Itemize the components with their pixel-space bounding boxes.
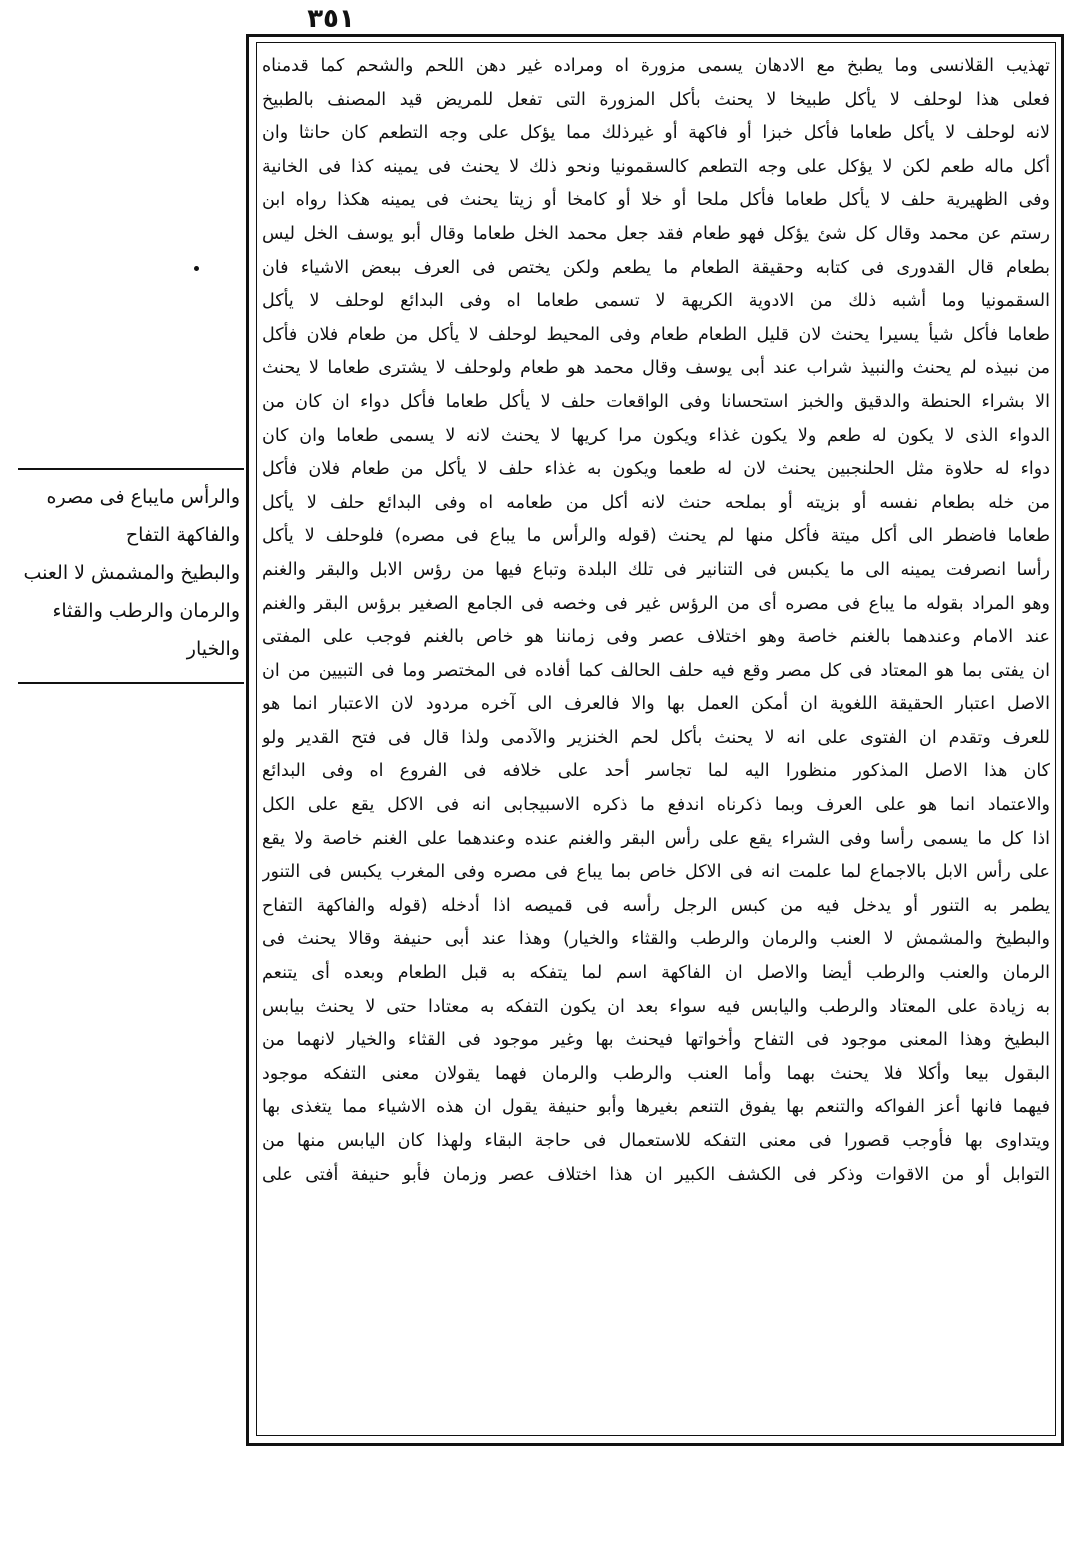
- text-line: البطيخ وهذا المعنى موجود فى التفاح وأخواتها فيحنث بها وغير موجود فى القثاء والخيار لانهما من: [262, 1030, 1050, 1051]
- text-line: اذا كل ما يسمى رأسا وفى الشراء يقع على رأس البقر والغنم عنده وعندهما على الغنم خاصة ولا يقع: [262, 828, 1050, 849]
- text-line: تهذيب القلانسى وما يطبخ مع الادهان يسمى مزورة اه ومراده غير دهن اللحم والشحم كما قدمناه: [262, 56, 1050, 76]
- margin-note-line: والرمان والرطب والقثاء: [52, 600, 240, 622]
- text-line: الدواء الذى لا يكون له طعم ولا يكون غذاء ويكون مرا كريها لا يحنث لانه لا يسمى طعاما وان كان: [262, 425, 1050, 446]
- margin-note-line: والرأس مايباع فى مصره: [46, 486, 240, 508]
- text-line: أكل ماله طعم لكن لا يؤكل على وجه التطعم كالسقمونيا ونحو ذلك لا يحنث فى يمينه كذا فى الخانية: [262, 156, 1050, 177]
- text-line: الرمان والعنب والرطب أيضا والاصل ان الفاكهة اسم لما يتفكه به قبل الطعام وبعده أى يتنعم: [262, 963, 1050, 984]
- margin-note-line: والبطيخ والمشمش لا العنب: [23, 562, 240, 584]
- text-line: على رأس الابل بالاجماع لما علمت انه فى الاكل خاص بما يباع فى مصره وفى المغرب يكبس فى التنور: [262, 862, 1050, 883]
- text-line: فعلى هذا لوحلف لا يأكل طبيخا لا يحنث بأكل المزورة التى تفعل للمريض قيد المصنف بالطبيخ: [262, 89, 1050, 110]
- text-line: عند الامام وعندهما بالغنم خاصة وهو اختلاف عصر وفى زماننا هو خاص بالغنم فوجب على المفتى: [262, 627, 1050, 648]
- text-line: وفى الظهيرية حلف لا يأكل طعاما فأكل ملحا أو خلا أو كامخا أو زيتا يحنث فى يمينه هكذا رواه ابن: [262, 190, 1050, 211]
- margin-note-line: والفاكهة التفاح: [125, 524, 240, 546]
- text-line: ان يفتى بما هو المعتاد فى كل مصر وقع فيه حلف الحالف كما أفاده فى المختصر وما فى التبيين من ان: [262, 660, 1050, 681]
- page-number: ٣٥١: [307, 4, 355, 34]
- text-line: رأسا انصرفت يمينه الى ما يكبس فى التنانير فى تلك البلدة وتباع فيها من رؤس الابل والبقر والغنم: [262, 559, 1050, 580]
- text-line: من نبيذه لم يحنث والنبيذ شراب عند أبى يوسف وقال محمد هو طعام ولوحلف لا يشترى طعاما لا يحنث: [262, 358, 1050, 379]
- margin-note-line: والخيار: [186, 638, 240, 660]
- text-line: كان هذا الاصل المذكور منظورا اليه لما تجاسر أحد على خلافه فى الفروع اه وفى البدائع: [262, 761, 1050, 782]
- text-line: من خله بطعام نفسه أو بزيته أو بملحه حنث لانه أكل من طعامه اه وفى البدائع حلف لا يأكل: [262, 492, 1050, 513]
- text-line: الا بشراء الحنطة والدقيق والخبز استحسانا وفى الواقعات حلف لا يأكل طعاما فأكل دواء ان كان من: [262, 391, 1050, 412]
- text-line: رستم عن محمد وقال كل شئ يؤكل فهو طعام فقد جعل محمد الخل طعاما وقال أبو يوسف الخل ليس: [262, 223, 1050, 244]
- margin-dot-mark: [194, 266, 199, 271]
- main-text-body: [262, 50, 1050, 1430]
- margin-note: [18, 468, 244, 684]
- text-line: به زيادة على المعتاد والرطب واليابس فيه سواء بعد ان يكون التفكه به معتادا حتى لا يحنث بيابس: [262, 996, 1050, 1017]
- text-line: لانه لوحلف لا يأكل طعاما فأكل خبزا أو فاكهة أو غيرذلك مما يؤكل على وجه التطعم كان حانثا وان: [262, 123, 1050, 144]
- text-line: يطمر به التنور أو يدخل فيه من كبس الرجل رأسه فى قميصه اذا أدخله (قوله والفاكهة التفاح: [262, 895, 1050, 916]
- text-line: طعاما فأكل شيأ يسيرا يحنث لان قليل الطعام طعام وفى المحيط لوحلف لا يأكل من طعام فلان فأكل: [262, 324, 1050, 345]
- text-line: طعاما فاضطر الى أكل ميتة فأكل منها لم يحنث (قوله والرأس ما يباع فى مصره) فلوحلف لا يأكل: [262, 526, 1050, 547]
- text-line: [262, 1192, 1050, 1226]
- text-line: دواء له حلاوة مثل الحلنجبين يحنث لان له طعما ويكون به غذاء حلف لا يأكل من طعام فلان فأكل: [262, 459, 1050, 480]
- text-line: بطعام قال القدورى فى كتابه وحقيقة الطعام ما يطعم ولكن يختص فى العرف ببعض الاشياء فان: [262, 257, 1050, 278]
- text-line: فيهما فانها أعز الفواكه والتنعم بها يفوق التنعم بغيرها وأبو حنيفة يقول ان هذه الاشياء مما يتغذى بها: [262, 1097, 1050, 1118]
- text-line: التوابل أو من الاقوات وذكر فى الكشف الكبير ان هذا اختلاف عصر وزمان فأبو حنيفة أفتى على: [262, 1164, 1050, 1185]
- text-line: والبطيخ والمشمش لا العنب والرمان والرطب والقثاء والخيار) وهذا عند أبى حنيفة وقالا يحنث فى: [262, 929, 1050, 950]
- text-line: السقمونيا وما أشبه ذلك من الادوية الكريهة لا تسمى طعاما اه وفى البدائع لوحلف لا يأكل: [262, 291, 1050, 312]
- text-line: وهو المراد بقوله ما يباع فى مصره أى من الرؤس غير فى وخصه فى الجامع الصغير برؤس البقر والغنم: [262, 593, 1050, 614]
- text-line: الاصل اعتبار الحقيقة اللغوية ان أمكن العمل بها والا فالعرف الى آخره مردود لان الاعتبار انما هو: [262, 694, 1050, 715]
- text-line: للعرف وتقدم ان الفتوى على انه لا يحنث بأكل لحم الخنزير والآدمى ولذا قال فى فتح القدير ولو: [262, 727, 1050, 748]
- text-line: والاعتماد انما هو على العرف وبما ذكرناه اندفع ما ذكره الاسبيجابى انه فى الاكل يقع على الكل: [262, 795, 1050, 816]
- text-line: البقول بيعا وأكلا فلا يحنث بهما وأما العنب والرطب والرمان فهما يقولان معنى التفكه موجود: [262, 1063, 1050, 1084]
- text-line: ويتداوى بها فأوجب قصورا فى معنى التفكه للاستعمال فى حاجة البقاء ولهذا كان اليابس منها من: [262, 1131, 1050, 1151]
